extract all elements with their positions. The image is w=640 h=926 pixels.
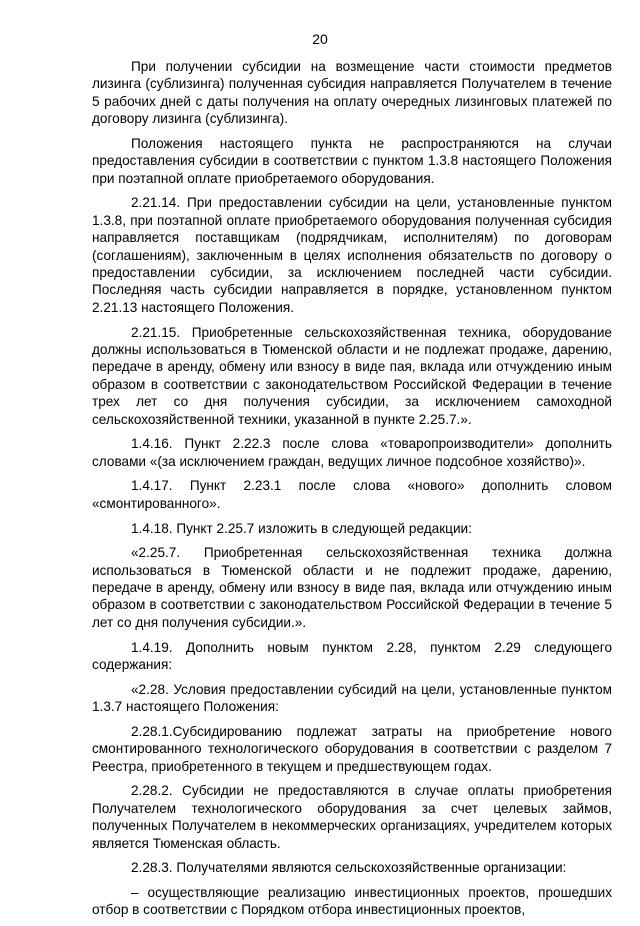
paragraph: 1.4.17. Пункт 2.23.1 после слова «нового» дополнить словом «смонтированного». <box>92 478 612 511</box>
document-body <box>92 58 612 926</box>
paragraph: 1.4.18. Пункт 2.25.7 изложить в следующей редакции: <box>131 520 472 536</box>
paragraph: 2.21.14. При предоставлении субсидии на цели, установленные пунктом 1.3.8, при поэтапной оплате приобретаемого оборудования полученная субсидия направляется поставщикам (подрядчикам, исполнителям) по договорам (соглашениям), заключенным в целях исполнения обязательств по договору о предоставлении субсидии, за исключением последней части субсидии. Последняя часть субсидии направляется в порядке, установленном пунктом 2.21.13 настоящего Положения. <box>92 195 612 315</box>
paragraph: При получении субсидии на возмещение части стоимости предметов лизинга (сублизинга) полученная субсидия направляется Получателем в течение 5 рабочих дней с даты получения на оплату очередных лизинговых платежей по договору лизинга (сублизинга). <box>92 59 612 127</box>
paragraph: «2.25.7. Приобретенная сельскохозяйственная техника должна использоваться в Тюменской области и не подлежит продаже, дарению, передаче в аренду, обмену или взносу в виде пая, вклада или отчуждению иным образом в соответствии с законодательством Российской Федерации в течение 5 лет со дня получения субсидии.». <box>92 545 612 630</box>
paragraph: – осуществляющие реализацию инвестиционных проектов, прошедших отбор в соответствии с Порядком отбора инвестиционных проектов, <box>92 884 612 918</box>
paragraph: «2.28. Условия предоставлении субсидий на цели, установленные пунктом 1.3.7 настоящего Положения: <box>92 681 612 715</box>
paragraph: 2.28.3. Получателями являются сельскохозяйственные организации: <box>131 860 567 876</box>
paragraph: 2.28.2. Субсидии не предоставляются в случае оплаты приобретения Получателем технологического оборудования за счет целевых займов, полученных Получателем в некоммерческих организациях, учредителем которых является Тюменская область. <box>92 783 612 851</box>
paragraph: 2.21.15. Приобретенные сельскохозяйственная техника, оборудование должны использоваться в Тюменской области и не подлежат продаже, дарению, передаче в аренду, обмену или взносу в виде пая, вклада или отчуждению иным образом в соответствии с законодательством Российской Федерации в течение трех лет со дня получения субсидии, за исключением самоходной сельскохозяйственной техники, указанной в пункте 2.25.7.». <box>92 324 612 427</box>
page-number: 20 <box>312 31 328 47</box>
paragraph: 1.4.19. Дополнить новым пунктом 2.28, пунктом 2.29 следующего содержания: <box>92 639 612 672</box>
paragraph: 2.28.1.Субсидированию подлежат затраты на приобретение нового смонтированного технологического оборудования в соответствии с разделом 7 Реестра, приобретенного в текущем и предшествующем годах. <box>92 723 612 774</box>
paragraph: 1.4.16. Пункт 2.22.3 после слова «товаропроизводители» дополнить словами «(за исключением граждан, ведущих личное подсобное хозяйство)». <box>92 436 612 469</box>
paragraph: Положения настоящего пункта не распространяются на случаи предоставления субсидии в соответствии с пунктом 1.3.8 настоящего Положения при поэтапной оплате приобретаемого оборудования. <box>92 135 612 186</box>
